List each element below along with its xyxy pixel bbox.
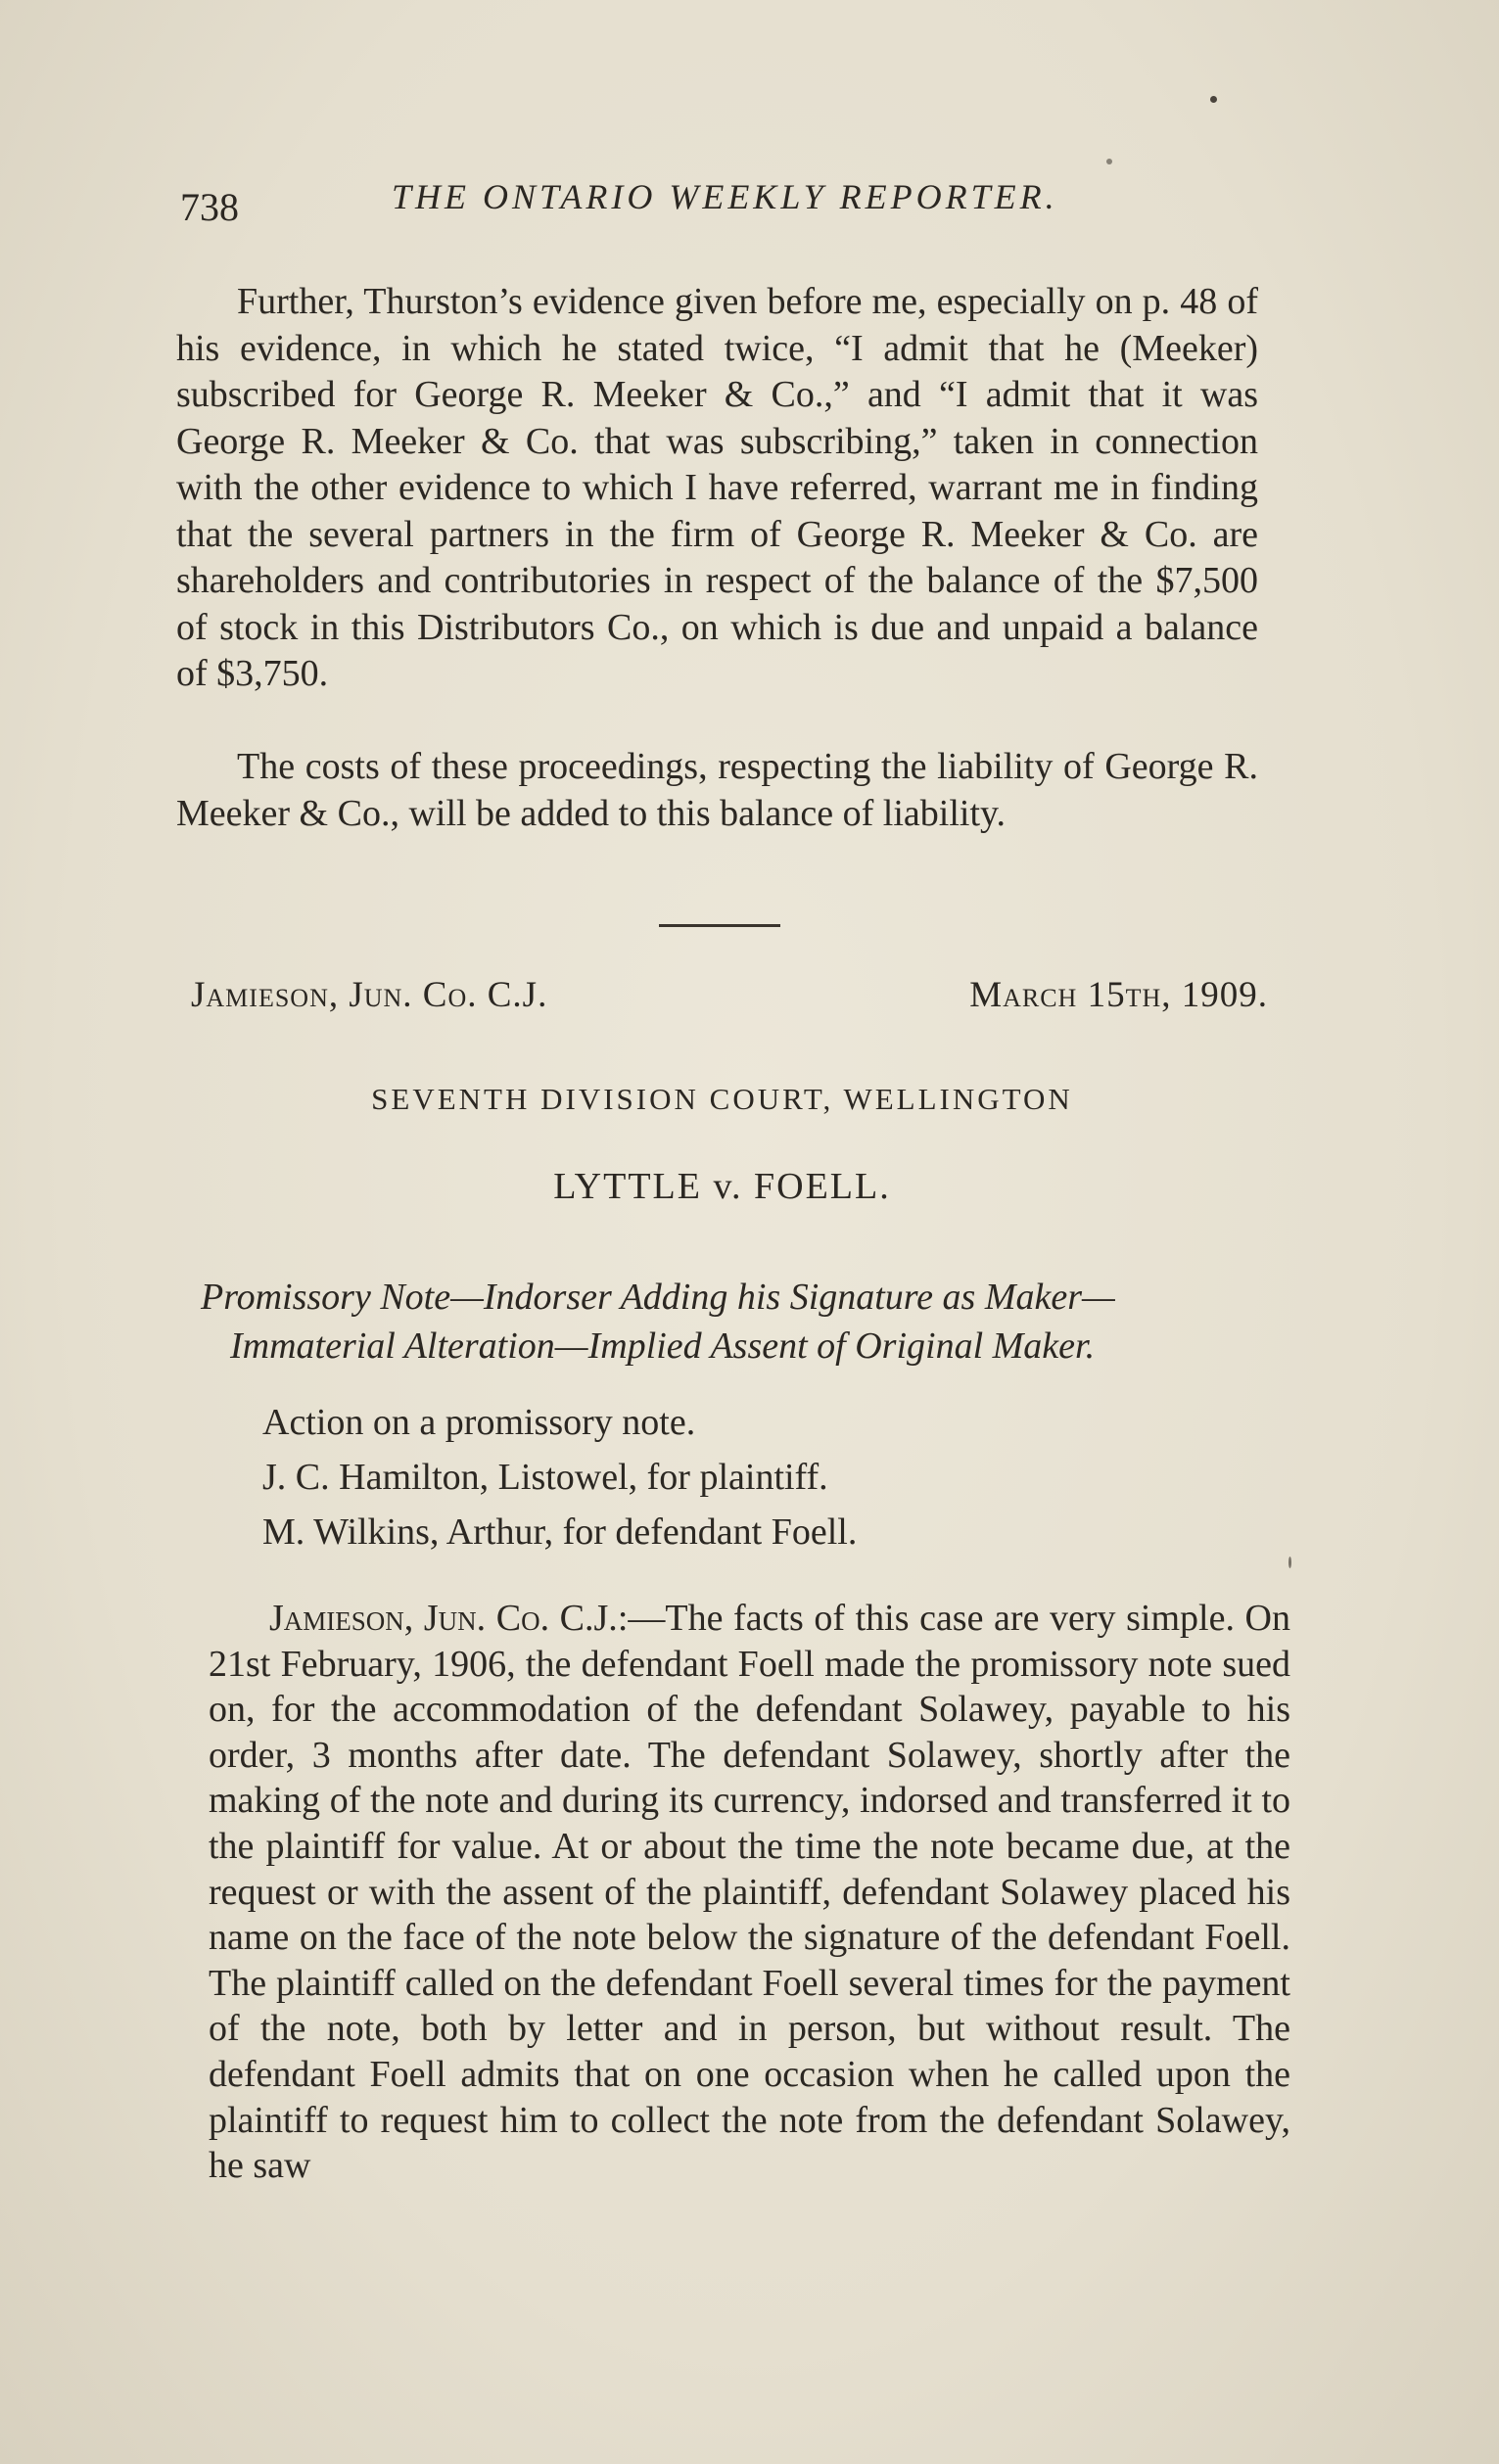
action-description: Action on a promissory note. [262,1402,696,1443]
running-title: THE ONTARIO WEEKLY REPORTER. [392,177,1058,216]
headnote-line-1: Promissory Note—Indorser Adding his Signature as Maker— [201,1277,1115,1318]
judgment-body [209,1596,1290,2189]
judge-name: Jamieson, Jun. Co. C.J. [191,975,548,1015]
page-header [176,176,1302,235]
counsel-plaintiff: J. C. Hamilton, Listowel, for plaintiff. [262,1457,828,1498]
paragraph-text: The costs of these proceedings, respecting the liability of George R. Meeker & Co., will be added to this balance of liability. [176,746,1258,834]
ink-speck [1288,1557,1291,1568]
counsel-block [262,1395,1241,1559]
judgment-paragraph [209,1596,1290,2189]
judge-date-line [191,974,1268,1033]
ink-speck [1210,96,1217,103]
decision-date: March 15th, 1909. [969,975,1268,1015]
headnote-line-2: Immaterial Alteration—Implied Assent of Original Maker. [230,1325,1096,1367]
judgment-speaker: Jamieson, Jun. Co. C.J. [269,1598,618,1639]
court-name: SEVENTH DIVISION COURT, WELLINGTON [371,1082,1073,1116]
paragraph-costs [176,744,1258,837]
page-number: 738 [180,185,239,229]
ink-speck [1106,159,1112,164]
headnote [201,1273,1278,1371]
section-divider [659,924,780,927]
counsel-defendant: M. Wilkins, Arthur, for defendant Foell. [262,1511,858,1553]
paragraph-thurston-evidence [176,279,1258,698]
judgment-text: :—The facts of this case are very simple. On 21st February, 1906, the defendant Foell made the promissory note sued on, for the accommodation of the defendant Solawey, payable to his order, 3 months after date. The defendant Solawey, shortly after the making of the note and during its currency, indorsed and transferred it to the plaintiff for value. At or about the time the note became due, at the request or with the assent of the plaintiff, defendant Solawey placed his name on the face of the note below the signature of the defendant Foell. The plaintiff called on the defendant Foell several times for the payment of the note, both by letter and in person, but without result. The defendant Foell admits that on one occasion when he called upon the plaintiff to request him to collect the note from the defendant Solawey, he saw [209,1598,1290,2187]
case-title: LYTTLE v. FOELL. [553,1166,891,1207]
paragraph-text: Further, Thurston’s evidence given before me, especially on p. 48 of his evidence, in which he stated twice, “I admit that he (Meeker) subscribed for George R. Meeker & Co.,” and “I admit that it was George R. Meeker & Co. that was subscribing,” taken in connection with the other evidence to which I have referred, warrant me in finding that the several partners in the firm of George R. Meeker & Co. are shareholders and contributories in respect of the balance of the $7,500 of stock in this Distributors Co., on which is due and unpaid a balance of $3,750. [176,281,1258,694]
